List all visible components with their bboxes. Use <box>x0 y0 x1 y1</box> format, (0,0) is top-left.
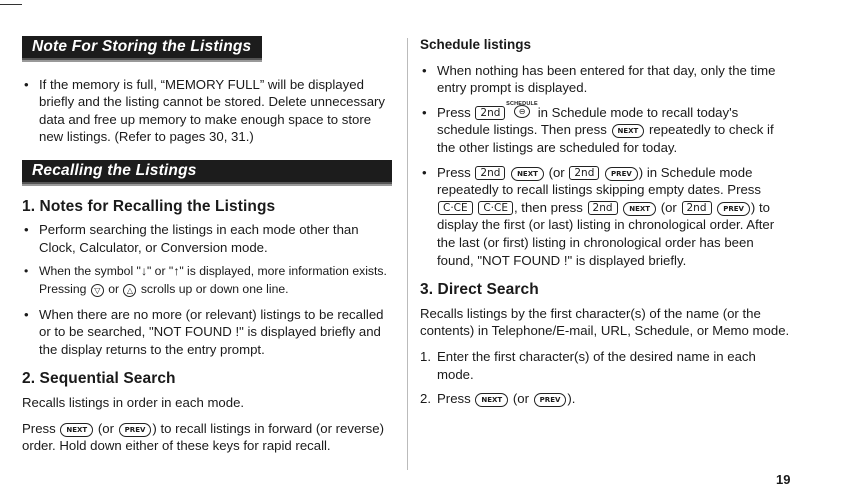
banner-storing: Note For Storing the Listings <box>22 36 262 60</box>
heading-schedule-listings: Schedule listings <box>420 37 532 52</box>
prev-key-icon: PREV <box>119 423 152 437</box>
up-key-icon: △ <box>123 284 136 297</box>
schedule-list <box>420 62 792 270</box>
up-arrow-icon: ↑ <box>173 264 180 279</box>
list-item: 2. Press NEXT (or PREV ). <box>420 391 576 407</box>
heading-sequential-search: 2. Sequential Search <box>22 370 176 388</box>
next-key-icon: NEXT <box>60 423 93 437</box>
note-list <box>22 76 392 146</box>
paragraph: Recalls listings in order in each mode. <box>22 394 245 410</box>
down-key-icon: ▽ <box>91 284 104 297</box>
paragraph: Recalls listings by the first character(s) of the name (or the contents) in Telephone/E-mail, URL, Schedule, or Memo mode. <box>420 305 790 339</box>
cce-key-icon: C·CE <box>478 201 513 215</box>
list-item: • When the symbol "↓" or "↑" is displayed, more information exists. Pressing ▽ or △ scrolls up or down one line. <box>22 263 392 298</box>
second-key-icon: 2nd <box>682 201 712 215</box>
notes-list <box>22 221 392 358</box>
prev-key-icon: PREV <box>605 167 638 181</box>
schedule-key-icon: SCHEDULE ⊖ <box>506 100 538 116</box>
next-key-icon: NEXT <box>511 167 544 181</box>
next-key-icon: NEXT <box>475 393 508 407</box>
prev-key-icon: PREV <box>717 202 750 216</box>
list-item: 1. Enter the first character(s) of the desired name in each mode. <box>420 348 756 382</box>
cce-key-icon: C·CE <box>438 201 473 215</box>
second-key-icon: 2nd <box>475 106 505 120</box>
list-item: • When nothing has been entered for that day, only the time entry prompt is displayed. <box>420 62 792 97</box>
left-column <box>22 36 392 463</box>
next-key-icon: NEXT <box>623 202 656 216</box>
second-key-icon: 2nd <box>569 166 599 180</box>
top-rule <box>0 4 22 5</box>
list-item: • Perform searching the listings in each mode other than Clock, Calculator, or Conversion mode. <box>22 221 392 256</box>
list-item: • Press 2nd SCHEDULE ⊖ in Schedule mode to recall today's schedule listings. Then press NEXT repeatedly to check if the other listings are scheduled for today. <box>420 104 792 157</box>
column-divider <box>407 38 408 470</box>
heading-notes-recalling: 1. Notes for Recalling the Listings <box>22 197 276 215</box>
steps-list <box>420 348 792 408</box>
banner-recalling: Recalling the Listings <box>22 160 392 184</box>
list-item: • Press 2nd NEXT (or 2nd PREV ) in Schedule mode repeatedly to recall listings skipping empty dates. Press C·CE C·CE , then press 2nd NEXT (or 2nd PREV ) to display the first (or last) listing in chronological order. After the last (or first) listing in chronological order has been found, "NOT FOUND !" is displayed briefly. <box>420 164 792 270</box>
list-item: • If the memory is full, “MEMORY FULL” will be displayed briefly and the listing cannot be stored. Delete unnecessary data and free up memory to make enough space to store new listings. (Refer to pages 30, 31.) <box>22 76 392 146</box>
prev-key-icon: PREV <box>534 393 567 407</box>
second-key-icon: 2nd <box>475 166 505 180</box>
down-arrow-icon: ↓ <box>140 264 147 279</box>
paragraph: Press NEXT (or PREV ) to recall listings in forward (or reverse) order. Hold down either of these keys for rapid recall. <box>22 420 384 454</box>
right-column <box>420 36 792 415</box>
second-key-icon: 2nd <box>588 201 618 215</box>
next-key-icon: NEXT <box>612 124 645 138</box>
page-number: 19 <box>776 472 791 487</box>
heading-direct-search: 3. Direct Search <box>420 281 539 299</box>
list-item: • When there are no more (or relevant) listings to be recalled or to be searched, "NOT FOUND !" is displayed briefly and the display returns to the entry prompt. <box>22 306 392 359</box>
